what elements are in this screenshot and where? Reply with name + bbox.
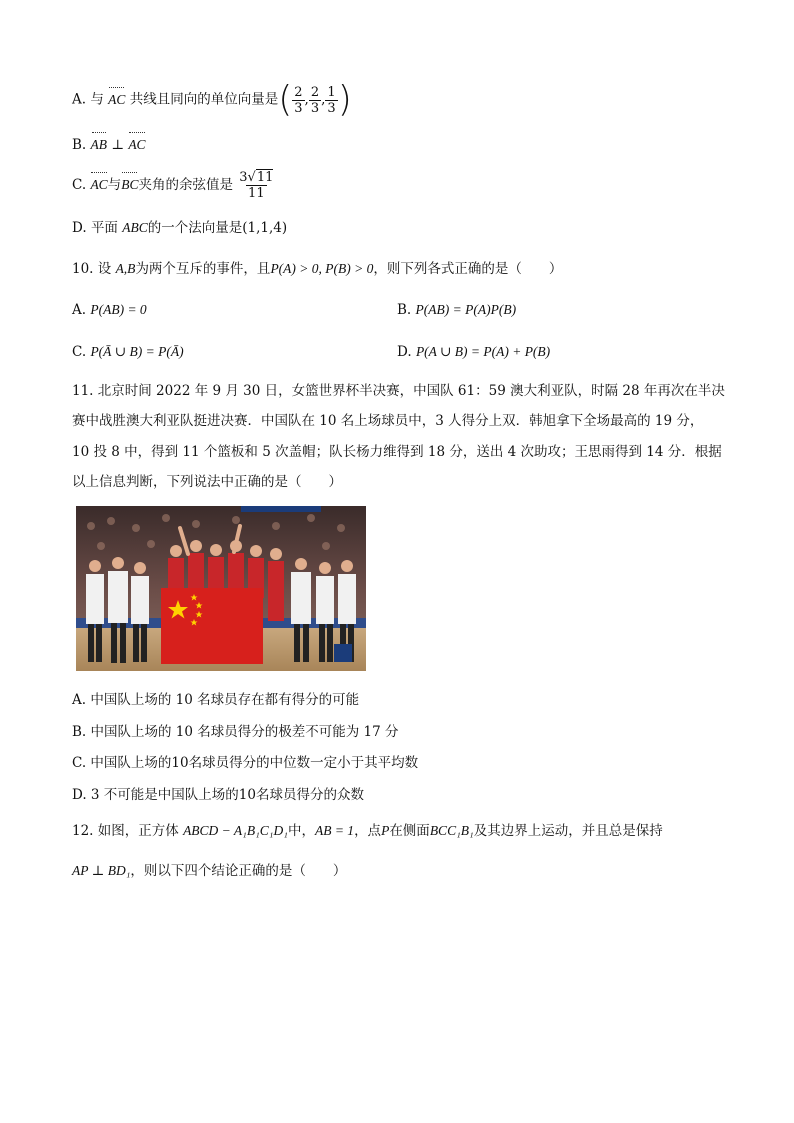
q9-option-b [72, 135, 146, 155]
math-expr: AP ⊥ BD₁ [72, 863, 131, 878]
option-letter: A. [72, 302, 87, 318]
q11-option-c: C. 中国队上场的10名球员得分的中位数一定小于其平均数 [72, 755, 419, 771]
q12-stem-line-1 [72, 821, 663, 841]
question-text: 为两个互斥的事件，且 [135, 261, 271, 277]
team-photo [76, 506, 366, 671]
q12-stem-line-2 [72, 861, 346, 881]
option-expr: P(A ∪ B) = P(A) + P(B) [415, 344, 551, 359]
normal-vector: (1,1,4) [242, 220, 288, 236]
point-p: P [381, 823, 390, 838]
q11-stem-line-1: 11. 北京时间 2022 年 9 月 30 日，女篮世界杯半决赛，中国队 61：59 澳大利亚队，时隔 28 年再次在半决 [72, 383, 725, 399]
option-text: 平面 [90, 220, 118, 236]
cube-name: ABCD − A₁B₁C₁D₁ [183, 823, 288, 838]
fraction-1: $\frac{2}{3}$ [294, 84, 303, 116]
vector-ac: AC [128, 135, 145, 155]
fraction-3: $\frac{1}{3}$ [327, 84, 336, 116]
option-letter: D. [397, 344, 412, 360]
q11-option-a: A. 中国队上场的 10 名球员存在都有得分的可能 [72, 692, 360, 708]
q9-option-d [72, 218, 287, 238]
option-expr: P(AB) = P(A)P(B) [415, 302, 517, 317]
question-text: ，则以下四个结论正确的是（ ） [130, 863, 347, 879]
option-expr: P(AB) = 0 [90, 302, 147, 317]
vector-ac: AC [108, 90, 125, 110]
question-text: 及其边界上运动，并且总是保持 [473, 823, 663, 839]
fraction-2: $\frac{2}{3}$ [310, 84, 320, 116]
q11-stem-line-2: 赛中战胜澳大利亚队挺进决赛．中国队在 10 名上场球员中，3 人得分上双．韩旭拿下全场最高的 19 分， [72, 413, 704, 429]
question-number: 10. 设 [72, 261, 112, 277]
math-expr: P(A) > 0, P(B) > 0 [270, 261, 374, 276]
q11-option-d: D. 3 不可能是中国队上场的10名球员得分的众数 [72, 787, 364, 803]
q10-stem [72, 259, 562, 279]
question-number: 12. 如图，正方体 [72, 823, 179, 839]
math-expr: A,B [115, 261, 136, 276]
question-text: 在侧面 [389, 823, 430, 839]
question-text: ，点 [354, 823, 382, 839]
q10-option-c [72, 342, 184, 362]
q10-option-b [397, 300, 516, 320]
q11-stem-line-3: 10 投 8 中，得到 11 个篮板和 5 次盖帽；队长杨力维得到 18 分，送出 4 次助攻；王思雨得到 14 分．根据 [72, 444, 722, 460]
option-letter: C. [72, 177, 87, 193]
q10-option-d [397, 342, 550, 362]
option-letter: A. [72, 91, 87, 108]
vector-bc: BC [121, 175, 138, 195]
plane-abc: ABC [122, 220, 148, 235]
perp-symbol: ⊥ [111, 137, 125, 153]
option-text: 与 [107, 177, 122, 193]
math-expr: AB = 1 [314, 823, 355, 838]
question-text: ，则下列各式正确的是（ ） [373, 261, 563, 277]
option-letter: C. [72, 344, 87, 360]
option-text: 共线且同向的单位向量是 [129, 91, 279, 108]
option-letter: B. [397, 302, 412, 318]
option-text: 的一个法向量是 [147, 220, 243, 236]
right-paren: ) [337, 79, 352, 120]
option-text: 夹角的余弦值是 [138, 177, 233, 193]
fraction-cosine: $\frac{3√11}{11}$ [239, 170, 274, 201]
option-letter: B. [72, 137, 87, 153]
q10-option-a [72, 300, 147, 320]
option-letter: D. [72, 220, 87, 236]
question-text: 中， [287, 823, 315, 839]
face-name: BCC₁B₁ [429, 823, 474, 838]
q11-option-b: B. 中国队上场的 10 名球员得分的极差不可能为 17 分 [72, 724, 399, 740]
q9-option-a: A. 与 AC 共线且同向的单位向量是( $\frac{2}{3}$ , $\frac{2}{3}$ , $\frac{1}{3}$ ) [72, 79, 352, 120]
q9-option-c [72, 170, 275, 201]
option-expr: P(Ā ∪ B) = P(Ā) [90, 344, 184, 359]
vector-ab: AB [91, 135, 108, 155]
q11-stem-line-4: 以上信息判断，下列说法中正确的是（ ） [72, 474, 342, 490]
vector-ac: AC [90, 175, 107, 195]
option-text: 与 [90, 91, 104, 108]
left-paren: ( [278, 79, 293, 120]
